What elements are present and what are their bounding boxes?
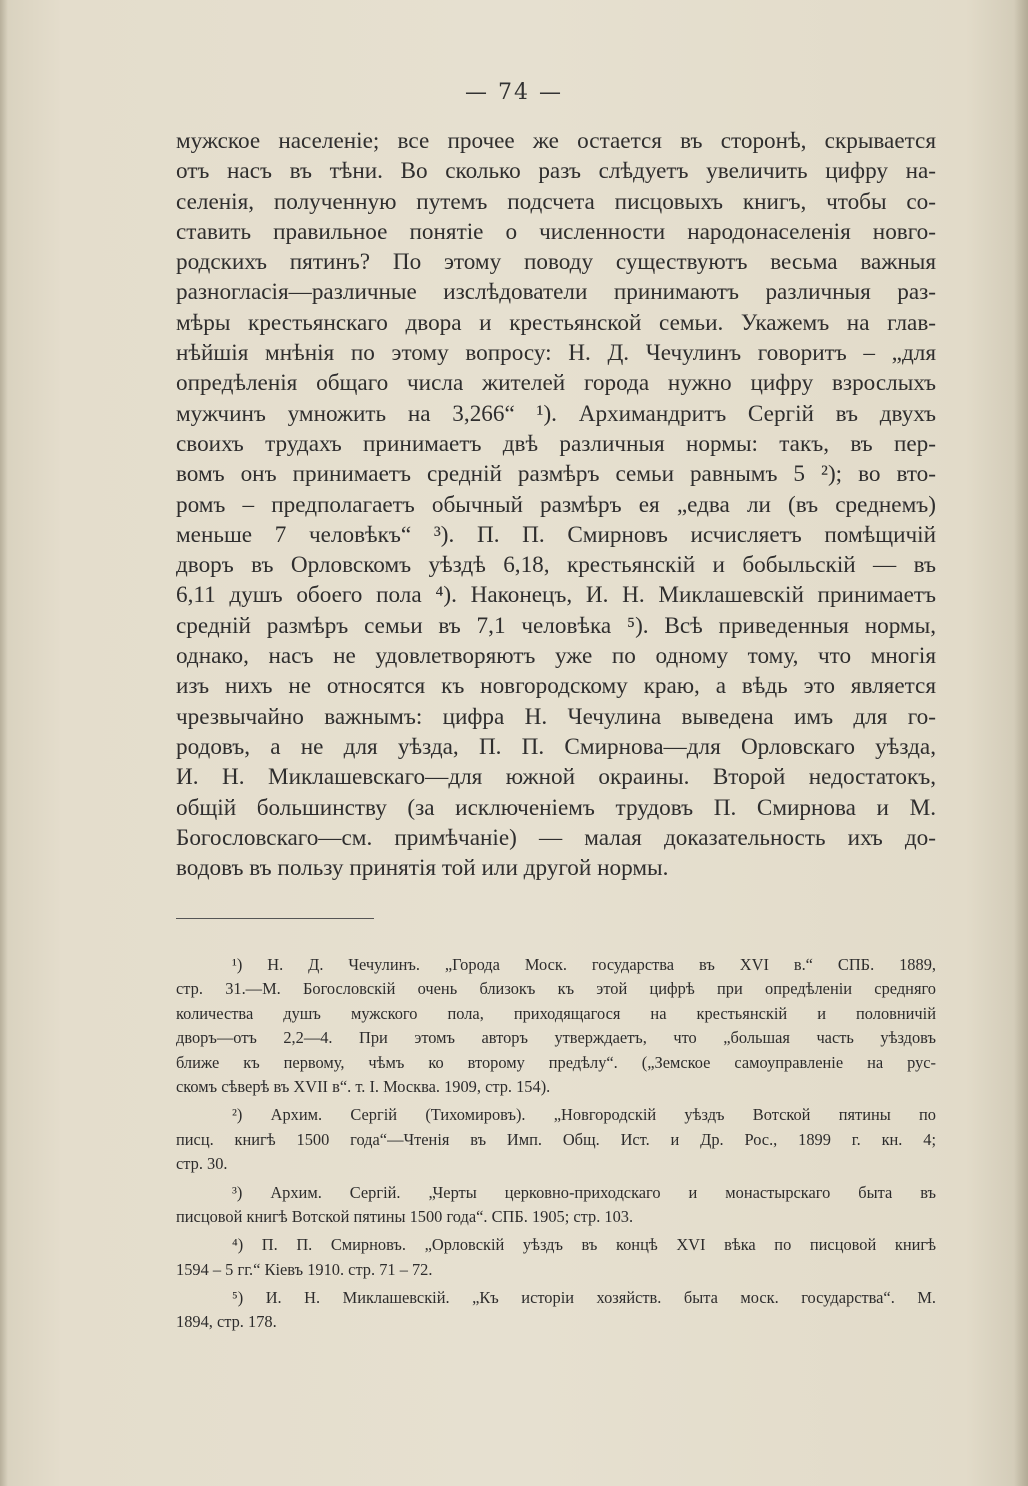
footnote-line: ³) Архим. Сергій. „Черты церковно-приходскаго и монастырскаго быта въ — [232, 1182, 936, 1202]
footnote-line: писцовой книгѣ Вотской пятины 1500 года“. СПБ. 1905; стр. 103. — [176, 1206, 634, 1226]
body-line: своихъ трудахъ принимаетъ двѣ различныя нормы: такъ, въ пер- — [176, 430, 936, 457]
body-line: мѣры крестьянскаго двора и крестьянской семьи. Укажемъ на глав- — [176, 309, 936, 336]
page-edge-shadow-right — [1014, 0, 1028, 1486]
footnote-line: ближе къ первому, чѣмъ ко второму предѣлу“. („Земское самоуправленіе на рус- — [176, 1052, 936, 1072]
body-line: мужское населеніе; все прочее же остается въ сторонѣ, скрывается — [176, 128, 936, 154]
page-number: — 74 — — [465, 80, 563, 105]
body-line: изъ нихъ не относятся къ новгородскому краю, а вѣдь это является — [176, 673, 936, 700]
footnote-line: стр. 31.—М. Богословскій очень близокъ къ этой цифрѣ при опредѣленіи средняго — [176, 979, 936, 999]
body-line: чрезвычайно важнымъ: цифра Н. Чечулина выведена имъ для го- — [176, 703, 936, 730]
body-line: водовъ въ пользу принятія той или другой нормы. — [176, 855, 669, 882]
body-line: Богословскаго—см. примѣчаніе) — малая доказательность ихъ до- — [176, 824, 936, 851]
footnote-line: количества душъ мужского пола, приходящагося на крестьянскій и половничій — [176, 1003, 936, 1023]
footnote-line: 1894, стр. 178. — [176, 1312, 277, 1332]
footnote-line: 1594 – 5 гг.“ Кіевъ 1910. стр. 71 – 72. — [176, 1259, 433, 1279]
footnote-line: скомъ сѣверѣ въ XVII в“. т. I. Москва. 1909, стр. 154). — [176, 1076, 551, 1096]
body-line: нѣйшія мнѣнія по этому вопросу: Н. Д. Чечулинъ говоритъ – „для — [176, 340, 936, 367]
body-line: однако, насъ не удовлетворяютъ уже по одному тому, что многія — [176, 643, 936, 670]
footnote-5 — [176, 1286, 936, 1335]
main-text — [176, 126, 936, 883]
body-line: ромъ – предполагаетъ обычный размѣръ ея „едва ли (въ среднемъ) — [176, 491, 936, 518]
footnote-3 — [176, 1181, 936, 1230]
body-line: опредѣленія общаго числа жителей города нужно цифру взрослыхъ — [176, 370, 936, 397]
footnote-separator — [176, 918, 374, 919]
body-line: родскихъ пятинъ? По этому поводу существуютъ весьма важныя — [176, 249, 936, 276]
body-line: 6,11 душъ обоего пола ⁴). Наконецъ, И. Н. Миклашевскій принимаетъ — [176, 582, 936, 609]
footnotes — [176, 953, 936, 1339]
body-line: меньше 7 человѣкъ“ ³). П. П. Смирновъ исчисляетъ помѣщичій — [176, 521, 936, 548]
footnote-1 — [176, 953, 936, 1099]
footnote-line: ¹) Н. Д. Чечулинъ. „Города Моск. государства въ XVI в.“ СПБ. 1889, — [232, 955, 936, 974]
body-line: средній размѣръ семьи въ 7,1 человѣка ⁵). Всѣ приведенныя нормы, — [176, 612, 936, 639]
body-line: мужчинъ умножить на 3,266“ ¹). Архимандритъ Сергій въ двухъ — [176, 400, 936, 427]
body-line: вомъ онъ принимаетъ средній размѣръ семьи равнымъ 5 ²); во вто- — [176, 461, 936, 488]
footnote-line: ⁵) И. Н. Миклашевскій. „Къ исторіи хозяйств. быта моск. государства“. М. — [232, 1288, 936, 1308]
page-edge-shadow-left — [0, 0, 8, 1486]
body-line: И. Н. Миклашевскаго—для южной окраины. Второй недостатокъ, — [176, 764, 936, 791]
footnote-2 — [176, 1103, 936, 1176]
body-line: ставить правильное понятіе о численности народонаселенія новго- — [176, 218, 936, 245]
footnote-line: писц. книгѣ 1500 года“—Чтенія въ Имп. Общ. Ист. и Др. Рос., 1899 г. кн. 4; — [176, 1129, 936, 1149]
footnote-4 — [176, 1233, 936, 1282]
footnote-line: дворъ—отъ 2,2—4. При этомъ авторъ утверждаетъ, что „большая часть уѣздовъ — [176, 1028, 936, 1048]
body-line: общій большинству (за исключеніемъ трудовъ П. Смирнова и М. — [176, 794, 936, 821]
body-line: отъ насъ въ тѣни. Во сколько разъ слѣдуетъ увеличить цифру на- — [176, 158, 936, 185]
body-line: дворъ въ Орловскомъ уѣздѣ 6,18, крестьянскій и бобыльскій — въ — [176, 552, 936, 579]
footnote-line: стр. 30. — [176, 1154, 228, 1174]
body-line: родовъ, а не для уѣзда, П. П. Смирнова—для Орловскаго уѣзда, — [176, 733, 936, 760]
body-line: селенія, полученную путемъ подсчета писцовыхъ книгъ, чтобы со- — [176, 188, 936, 215]
footnote-line: ²) Архим. Сергій (Тихомировъ). „Новгородскій уѣздъ Вотской пятины по — [232, 1105, 936, 1125]
body-line: разногласія—различные изслѣдователи принимаютъ различныя раз- — [176, 279, 936, 306]
footnote-line: ⁴) П. П. Смирновъ. „Орловскій уѣздъ въ концѣ XVI вѣка по писцовой книгѣ — [232, 1235, 936, 1255]
